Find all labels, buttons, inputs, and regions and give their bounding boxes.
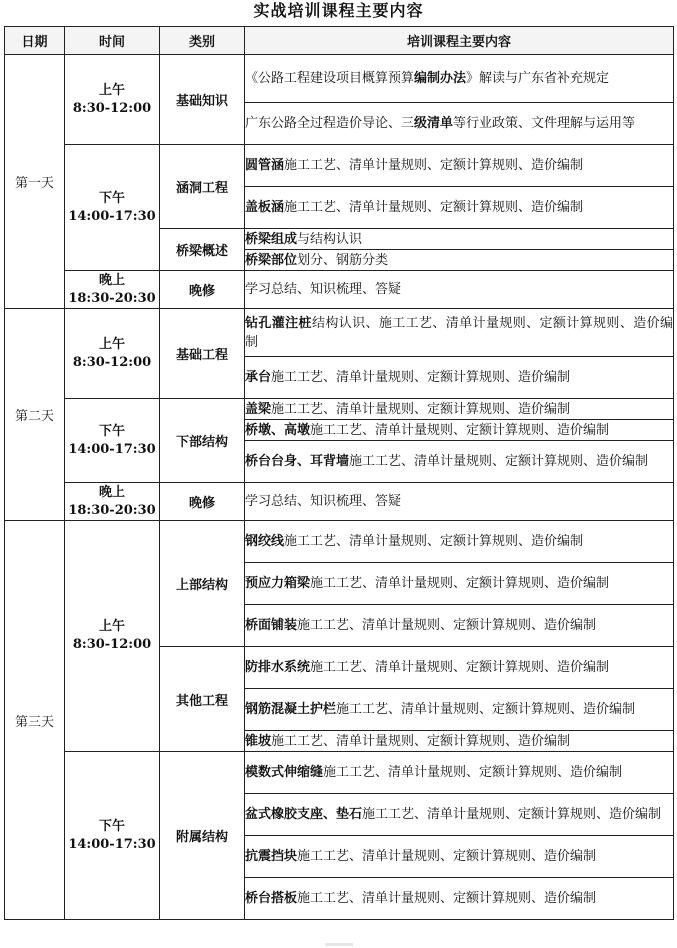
document-title: 实战培训课程主要内容 [253, 1, 424, 20]
course-content [245, 521, 674, 563]
course-topic: 承台 [245, 370, 272, 385]
category-label: 附属结构 [160, 752, 245, 920]
time-hours: 8:30-12:00 [72, 354, 152, 370]
course-text: 施工工艺、清单计量规则、定额计算规则、造价编制 [310, 576, 610, 591]
course-topic: 桥台台身、耳背墙 [245, 454, 350, 469]
category-label: 晚修 [160, 271, 245, 309]
time-hours: 14:00-17:30 [68, 441, 156, 457]
course-content [245, 187, 674, 229]
course-text: 学习总结、知识梳理、答疑 [245, 282, 402, 297]
time-period-name: 晚上 [98, 272, 125, 288]
course-topic: 钻孔灌注桩 [245, 315, 312, 331]
table-row [5, 271, 674, 309]
table-row [5, 483, 674, 521]
course-text: 结构认识、施工工艺、清单计量规则、定额计算规则、造价编制 [245, 315, 673, 350]
course-text: 广东公路全过程造价导论、三 [245, 116, 415, 131]
course-text: 施工工艺、清单计量规则、定额计算规则、造价编制 [297, 891, 597, 906]
course-text: 划分、钢筋分类 [297, 252, 389, 268]
category-label: 涵洞工程 [160, 145, 245, 229]
time-slot [65, 521, 160, 752]
course-content [245, 145, 674, 187]
category-label: 桥梁概述 [160, 229, 245, 271]
table-row [5, 752, 674, 794]
table-row [5, 55, 674, 103]
time-period-name: 下午 [98, 818, 125, 834]
time-period-name: 晚上 [98, 484, 125, 500]
course-text: 《公路工程建设项目概算预算 [245, 71, 415, 86]
day-label: 第一天 [5, 55, 65, 309]
course-text: 施工工艺、清单计量规则、定额计算规则、造价编制 [297, 849, 597, 864]
category-label: 其他工程 [160, 647, 245, 752]
course-text: 施工工艺、清单计量规则、定额计算规则、造价编制 [284, 534, 584, 549]
table-row [5, 309, 674, 357]
course-content [245, 357, 674, 399]
course-content [245, 309, 674, 357]
course-text: 施工工艺、清单计量规则、定额计算规则、造价编制 [323, 765, 623, 780]
time-period-name: 下午 [98, 423, 125, 439]
course-topic: 圆管涵 [245, 158, 285, 173]
course-content [245, 689, 674, 731]
course-topic: 盖梁 [245, 401, 272, 417]
header-content: 培训课程主要内容 [245, 27, 674, 55]
page-indicator [325, 943, 353, 946]
course-content [245, 836, 674, 878]
time-slot [65, 752, 160, 920]
day-label: 第二天 [5, 309, 65, 521]
course-content [245, 752, 674, 794]
training-schedule-table [4, 26, 674, 920]
time-slot [65, 309, 160, 399]
time-slot [65, 399, 160, 483]
course-topic: 桥墩、高墩 [245, 422, 311, 438]
time-slot [65, 483, 160, 521]
course-content [245, 483, 674, 521]
course-content [245, 250, 674, 271]
course-content [245, 731, 674, 752]
schedule-body [5, 55, 674, 920]
course-text: 施工工艺、清单计量规则、定额计算规则、造价编制 [271, 733, 571, 749]
course-text: 施工工艺、清单计量规则、定额计算规则、造价编制 [271, 370, 571, 385]
course-content [245, 55, 674, 103]
course-topic: 钢筋混凝土护栏 [245, 702, 337, 717]
time-hours: 8:30-12:00 [72, 100, 152, 116]
course-text: 施工工艺、清单计量规则、定额计算规则、造价编制 [310, 422, 610, 438]
course-content [245, 647, 674, 689]
table-row [5, 521, 674, 563]
course-keyword: 编制办法 [414, 71, 467, 86]
course-topic: 桥梁部位 [245, 252, 298, 268]
course-topic: 锥坡 [245, 733, 272, 749]
course-text: 施工工艺、清单计量规则、定额计算规则、造价编制 [297, 618, 597, 633]
course-topic: 桥面铺装 [245, 618, 298, 633]
time-period-name: 上午 [98, 619, 125, 634]
category-label: 下部结构 [160, 399, 245, 483]
time-hours: 8:30-12:00 [72, 637, 152, 652]
course-content [245, 563, 674, 605]
course-text: 》解读与广东省补充规定 [466, 71, 610, 86]
course-text: 施工工艺、清单计量规则、定额计算规则、造价编制 [271, 401, 571, 417]
course-text: 学习总结、知识梳理、答疑 [245, 494, 402, 509]
header-time: 时间 [65, 27, 160, 55]
table-row [5, 145, 674, 187]
course-topic: 防排水系统 [245, 660, 311, 675]
course-text: 施工工艺、清单计量规则、定额计算规则、造价编制 [284, 158, 584, 173]
course-content [245, 605, 674, 647]
time-slot [65, 145, 160, 271]
course-topic: 桥梁组成 [245, 231, 298, 247]
course-text: 施工工艺、清单计量规则、定额计算规则、造价编制 [310, 660, 610, 675]
course-content [245, 271, 674, 309]
header-date: 日期 [5, 27, 65, 55]
table-row [5, 399, 674, 420]
course-topic: 盆式橡胶支座、垫石 [245, 807, 363, 822]
course-content [245, 229, 674, 250]
course-topic: 预应力箱梁 [245, 576, 311, 591]
course-topic: 桥台搭板 [245, 891, 298, 906]
time-period-name: 下午 [98, 190, 125, 206]
course-topic: 模数式伸缩缝 [245, 765, 324, 780]
course-content [245, 794, 674, 836]
time-hours: 14:00-17:30 [68, 836, 156, 852]
course-content [245, 441, 674, 483]
course-content [245, 420, 674, 441]
header-category: 类别 [160, 27, 245, 55]
time-hours: 18:30-20:30 [68, 502, 156, 518]
time-slot [65, 271, 160, 309]
category-label: 晚修 [160, 483, 245, 521]
course-text: 施工工艺、清单计量规则、定额计算规则、造价编制 [284, 200, 584, 215]
course-text: 等行业政策、文件理解与运用等 [453, 116, 636, 131]
course-text: 与结构认识 [297, 231, 363, 247]
course-topic: 抗震挡块 [245, 849, 298, 864]
course-topic: 盖板涵 [245, 200, 285, 215]
course-topic: 钢绞线 [245, 534, 285, 549]
course-text: 施工工艺、清单计量规则、定额计算规则、造价编制 [362, 807, 662, 822]
day-label: 第三天 [5, 521, 65, 920]
course-content [245, 878, 674, 920]
course-content [245, 103, 674, 145]
course-content [245, 399, 674, 420]
course-text: 施工工艺、清单计量规则、定额计算规则、造价编制 [336, 702, 636, 717]
time-hours: 18:30-20:30 [68, 290, 156, 306]
category-label: 基础工程 [160, 309, 245, 399]
time-slot [65, 55, 160, 145]
time-hours: 14:00-17:30 [68, 208, 156, 224]
course-text: 施工工艺、清单计量规则、定额计算规则、造价编制 [349, 454, 649, 469]
category-label: 基础知识 [160, 55, 245, 145]
time-period-name: 上午 [98, 336, 125, 352]
category-label: 上部结构 [160, 521, 245, 647]
course-keyword: 级清单 [414, 116, 454, 131]
header-row [5, 27, 674, 55]
time-period-name: 上午 [98, 82, 125, 98]
